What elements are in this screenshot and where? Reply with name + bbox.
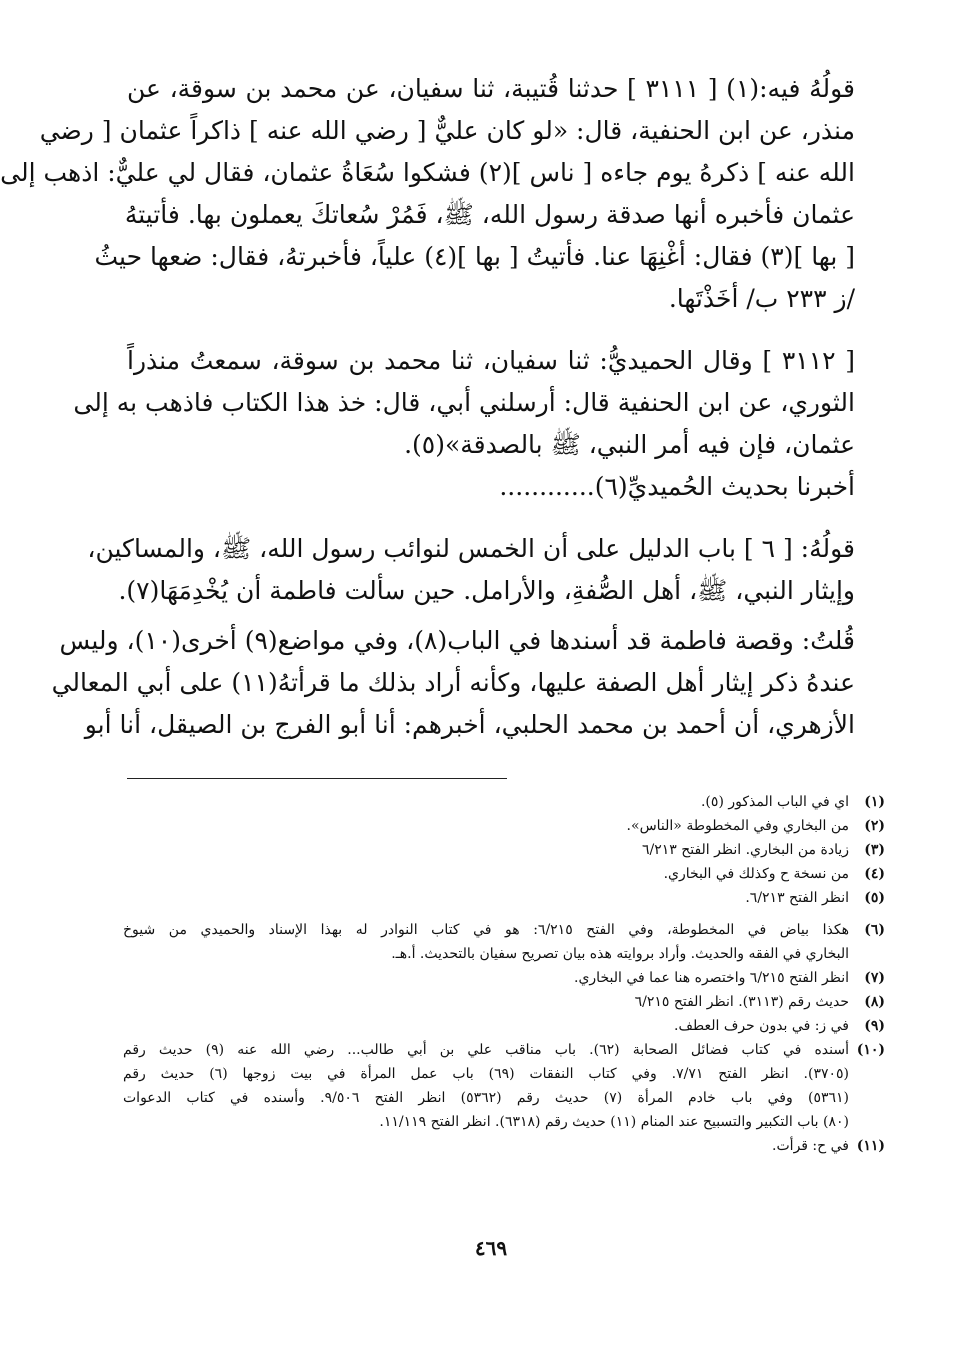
footnote-number: (١٠) [856,1042,885,1058]
footnote-text: انظر الفتح ٦/٢١٣. [745,890,849,906]
footnote [123,838,885,862]
footnote-text: هكذا بياض في المخطوطة، وفي الفتح ٦/٢١٥: هو في كتاب النوادر له بهذا الإسناد والحميدي من شيوخ [123,922,849,938]
paragraph-gap [127,612,855,620]
footnote [123,886,885,910]
footnote [123,790,885,814]
text-line: قُلتُ: وقصة فاطمة قد أسندها في الباب(٨)، وفي مواضع(٩) أخرى(١٠)، وليس [59,626,855,655]
footnote-text: زيادة من البخاري. انظر الفتح ٦/٢١٣ [641,842,849,858]
footnote-text: (٨٠) باب التكبير والتسبيح عند المنام (١١) حديث رقم (٦٣١٨). انظر الفتح ١١/١١٩. [379,1114,849,1130]
footnote-number: (٧) [864,970,885,986]
footnote-text: أسنده في كتاب فضائل الصحابة (٦٢). باب مناقب علي بن أبي طالب... رضي الله عنه (٩) حديث رقم [123,1042,850,1058]
text-line: قولُهُ: [ ٦ ] باب الدليل على أن الخمس لنوائب رسول الله، ﷺ، والمساكين، [87,534,855,563]
footnote-number: (٢) [864,818,885,834]
footnote [123,990,885,1014]
paragraph-4 [87,528,855,612]
footnote-number: (٤) [864,866,885,882]
text-line: الثوري، عن ابن الحنفية قال: أرسلني أبي، قال: خذ هذا الكتاب فاذهب به إلى [73,388,855,417]
text-line: [ بها ](٣) فقال: أغْنِهَا عنا. فأتيتُ [ بها ](٤) علياً، فأخبرتهُ، فقال: ضعها حيثُ [94,242,855,271]
text-line: منذر، عن ابن الحنفية، قال: «لو كان عليٌّ [ رضي الله عنه ] ذاكراً عثمان [ رضي [39,116,855,145]
text-line: /ز ٢٣٣ ب/ أخَذْتَها. [668,284,855,313]
footnote-text: انظر الفتح ٦/٢١٥ واختصره هنا عما في البخاري. [574,970,849,986]
main-text [0,68,856,746]
footnote-text: اي في الباب المذكور (٥). [700,794,849,810]
footnote-text: (٣٧٠٥). انظر الفتح ٧/٧١. وفي كتاب النفقات (٦٩) باب عمل المرأة في بيت زوجها (٦) حديث رقم [123,1066,849,1082]
text-line: قولُهُ فيه:(١) [ ٣١١١ ] حدثنا قُتيبة، ثنا سفيان، عن محمد بن سوقة، عن [127,74,855,103]
text-line: عثمان فأخبره أنها صدقة رسول الله، ﷺ، فَمُرْ سُعاتكَ يعملون بها. فأتيتهُ [124,200,855,229]
footnote-number: (٩) [864,1018,885,1034]
footnote [123,1014,885,1038]
footnote-text: البخاري في الفقه والحديث. وأراد بروايته هذه بيان تصريح سفيان بالتحديث. أ.هـ. [391,946,849,962]
paragraph-gap [127,508,855,528]
paragraph-5 [51,620,855,746]
footnote-divider [127,778,507,779]
paragraph-gap [127,320,855,340]
footnote-text: (٥٣٦١) وفي باب خادم المرأة (٧) حديث رقم (٥٣٦٢) انظر الفتح ٩/٥٠٦. وأسنده في كتاب الدعوات [123,1090,849,1106]
footnote-text: في ح: قرأت. [772,1138,849,1154]
page-number: ٤٦٩ [474,1236,508,1260]
footnote [123,918,885,966]
footnote-number: (٥) [864,890,885,906]
text-line: الله عنه ] ذكرهُ يوم جاءه [ ناس ](٢) فشكوا سُعَاةُ عثمان، فقال لي عليٌّ: اذهب إلى [0,158,855,187]
footnotes [123,790,885,1158]
paragraph-1 [0,68,855,320]
text-line: عندهُ ذكر إيثار أهل الصفة عليها، وكأنه أراد بذلك ما قرأتهُ(١١) على أبي المعالي [51,668,855,697]
text-line: عثمان، فإن فيه أمر النبي، ﷺ بالصدقة»(٥). [404,430,855,459]
text-line: الأزهري، أن أحمد بن محمد الحلبي، أخبرهم: أنا أبو الفرج بن الصيقل، أنا أبو [84,710,855,739]
text-line: وإيثار النبي، ﷺ، أهل الصُّفةِ، والأرامل. حين سألت فاطمة أن يُخْدِمَهَا(٧). [118,576,855,605]
footnote [123,1038,885,1134]
footnote-number: (١١) [856,1138,885,1154]
footnote-text: من نسخة ح وكذلك في البخاري. [663,866,849,882]
footnote [123,862,885,886]
text-line: أخبرنا بحديث الحُميديِّ(٦)............ [499,472,855,501]
footnote [123,966,885,990]
text-line: [ ٣١١٢ ] وقال الحميديُّ: ثنا سفيان، ثنا محمد بن سوقة، سمعتُ منذراً [127,346,856,375]
paragraph-2 [73,340,856,466]
footnote-text: في ز: في بدون حرف العطف. [674,1018,849,1034]
footnote-text: من البخاري وفي المخطوطة «الناس». [626,818,849,834]
footnote-number: (٣) [864,842,885,858]
footnote-number: (٨) [864,994,885,1010]
footnote [123,814,885,838]
footnote-number: (٦) [864,922,885,938]
footnote [123,1134,885,1158]
footnote-text: حديث رقم (٣١١٣). انظر الفتح ٦/٢١٥ [634,994,849,1010]
footnote-number: (١) [864,794,885,810]
paragraph-3 [127,466,855,508]
